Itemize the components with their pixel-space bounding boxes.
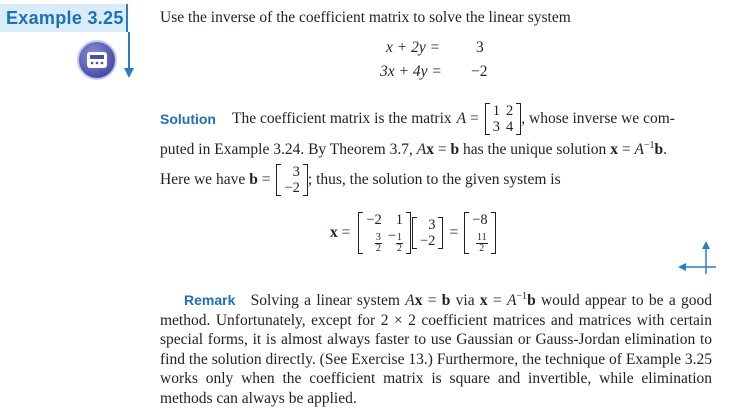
inverse-matrix-cell-0-0: −2 [366,212,382,228]
matrix-A [485,103,522,135]
matrix-A-cell-1-1: 4 [506,119,514,135]
remark-line1-post: would appear to be a good [540,292,712,310]
remark-line1-mid: via [455,292,475,310]
matrix-A-symbol: A [456,110,467,127]
solution-text-2: , whose inverse we com- [521,110,675,127]
result-vector-cell-0-0: −8 [472,212,488,228]
matrix-A-cell-1-0: 3 [492,119,500,135]
vector-b [276,164,307,196]
problem-statement: Use the inverse of the coefficient matrix to solve the linear system [160,9,571,26]
vector-b-repeat-cell-1-0: −2 [420,233,436,249]
navigation-arrows[interactable] [678,240,718,280]
vector-b-repeat [412,217,443,249]
solution-equation: x = −2 1 $\frac{3}{2}$ − $\frac{1}{2}$ 3 −2 = −8 $\frac{11}{2}$ [330,212,496,254]
cross-arrows-icon [678,240,718,280]
calculator-icon[interactable] [77,40,117,80]
remark-line1-pre: Solving a linear system [250,292,400,310]
equation-1-lhs: x + 2y = [386,39,441,56]
equation-2-rhs: −2 [471,63,488,80]
result-vector-cell-1-0: $\frac{11}{2}$ [476,232,487,254]
solution-line-1: Solution The coefficient matrix is the matrix A = 1 2 3 4 , whose inverse we com- [160,103,675,135]
remark-paragraph: Remark Solving a linear system Ax = b via $x = A^{-1}b$ would appear to be a good method. Unfortunately, except for 2 × 2 coefficient matrices and matrices with certain special forms, it is almost always faster to use Gaussian or Gauss-Jordan elimination to find the solution directly. (See Exercise 13.) Furthermore, the technique of Example 3.25 works only when the coefficient matrix is square and invertible, while elimination methods can always be applied. [160,291,712,407]
solution-line-3b-text: ; thus, the solution to the given system is [307,171,561,188]
equation-2-lhs: 3x + 4y = [380,63,442,80]
matrix-A-cell-0-1: 2 [506,103,514,119]
vector-b-cell-0-0: 3 [292,164,300,180]
vector-b-cell-1-0: −2 [284,180,300,196]
down-arrow-icon [124,68,134,78]
calculator-glyph [86,51,108,69]
remark-rest: method. Unfortunately, except for 2 × 2 coefficient matrices and matrices with certain special forms, it is almost always faster to use Gaussian or Gauss-Jordan elimination to find the solution directly. (See Exercise 13.) Furthermore, the technique of Example 3.25 works only when the coefficient matrix is square and invertible, while elimination methods can always be applied. [160,311,712,407]
solution-line-2-text: puted in Example 3.24. By Theorem 3.7, [160,141,413,159]
inverse-matrix-cell-1-1: − $\frac{1}{2}$ [387,228,402,254]
solution-line-2b-text: has the unique solution [462,141,607,159]
inverse-matrix-cell-1-0: $\frac{3}{2}$ [375,232,381,254]
solution-line-3-text: Here we have [160,171,246,188]
solution-heading: Solution [160,111,216,127]
solution-line-3: Here we have b = 3 −2 ; thus, the solution to the given system is [160,164,561,196]
solution-text-1: The coefficient matrix is the matrix [232,110,452,127]
inverse-matrix-cell-0-1: 1 [395,212,403,228]
equation-1-rhs: 3 [476,39,484,56]
remark-heading: Remark [184,292,236,309]
matrix-A-cell-0-0: 1 [492,103,500,119]
result-vector [464,212,495,254]
example-label: Example 3.25 [0,4,128,32]
solution-line-2: puted in Example 3.24. By Theorem 3.7, Ax = b has the unique solution $x = A^{-1}b$. [160,140,668,159]
example-vertical-rule [128,32,130,72]
inverse-matrix [358,212,411,254]
vector-b-repeat-cell-0-0: 3 [428,217,436,233]
